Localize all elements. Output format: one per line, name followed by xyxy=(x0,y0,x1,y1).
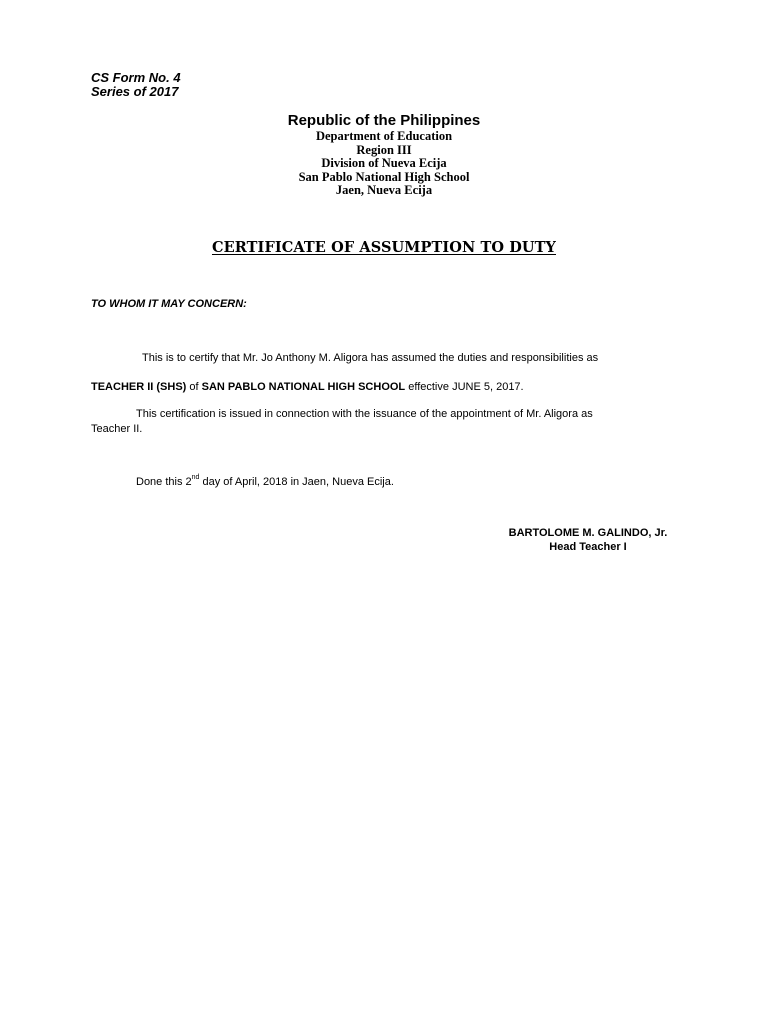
republic-heading: Republic of the Philippines xyxy=(287,112,481,129)
signatory-name: BARTOLOME M. GALINDO, Jr. xyxy=(508,527,668,539)
letterhead xyxy=(0,112,768,198)
done-prefix: Done this 2 xyxy=(136,476,192,488)
done-this-line xyxy=(136,475,394,489)
done-suffix: day of April, 2018 in Jaen, Nueva Ecija. xyxy=(199,476,394,488)
form-series: Series of 2017 xyxy=(91,84,179,99)
certificate-title xyxy=(0,238,768,258)
school-name: San Pablo National High School xyxy=(298,169,470,184)
effective-text: effective xyxy=(408,381,449,393)
certificate-title-text: CERTIFICATE OF ASSUMPTION TO DUTY xyxy=(211,239,556,256)
of-text: of xyxy=(189,381,199,393)
division-name: Division of Nueva Ecija xyxy=(321,156,447,170)
effective-year: , 2017. xyxy=(489,381,524,393)
region-name: Region III xyxy=(356,142,412,157)
position-title: TEACHER II (SHS) xyxy=(91,381,187,393)
ordinal-suffix: nd xyxy=(191,474,200,482)
school-address: Jaen, Nueva Ecija xyxy=(335,183,433,197)
school-name-caps: SAN PABLO NATIONAL HIGH SCHOOL xyxy=(201,381,406,393)
department-name: Department of Education xyxy=(315,129,453,143)
paragraph2-line2: Teacher II. xyxy=(91,423,143,435)
salutation: TO WHOM IT MAY CONCERN: xyxy=(91,298,247,310)
form-number: CS Form No. 4 xyxy=(91,70,181,85)
signatory-title: Head Teacher I xyxy=(549,541,627,553)
signatory-block xyxy=(498,526,678,554)
effective-date: JUNE 5 xyxy=(452,381,490,393)
paragraph1-line1: This is to certify that Mr. Jo Anthony M. Aligora has assumed the duties and responsibilities as xyxy=(142,352,599,364)
paragraph2-line1: This certification is issued in connection with the issuance of the appointment of Mr. Aligora as xyxy=(136,408,593,420)
paragraph1-line2 xyxy=(91,380,524,394)
form-number-block xyxy=(91,71,181,99)
